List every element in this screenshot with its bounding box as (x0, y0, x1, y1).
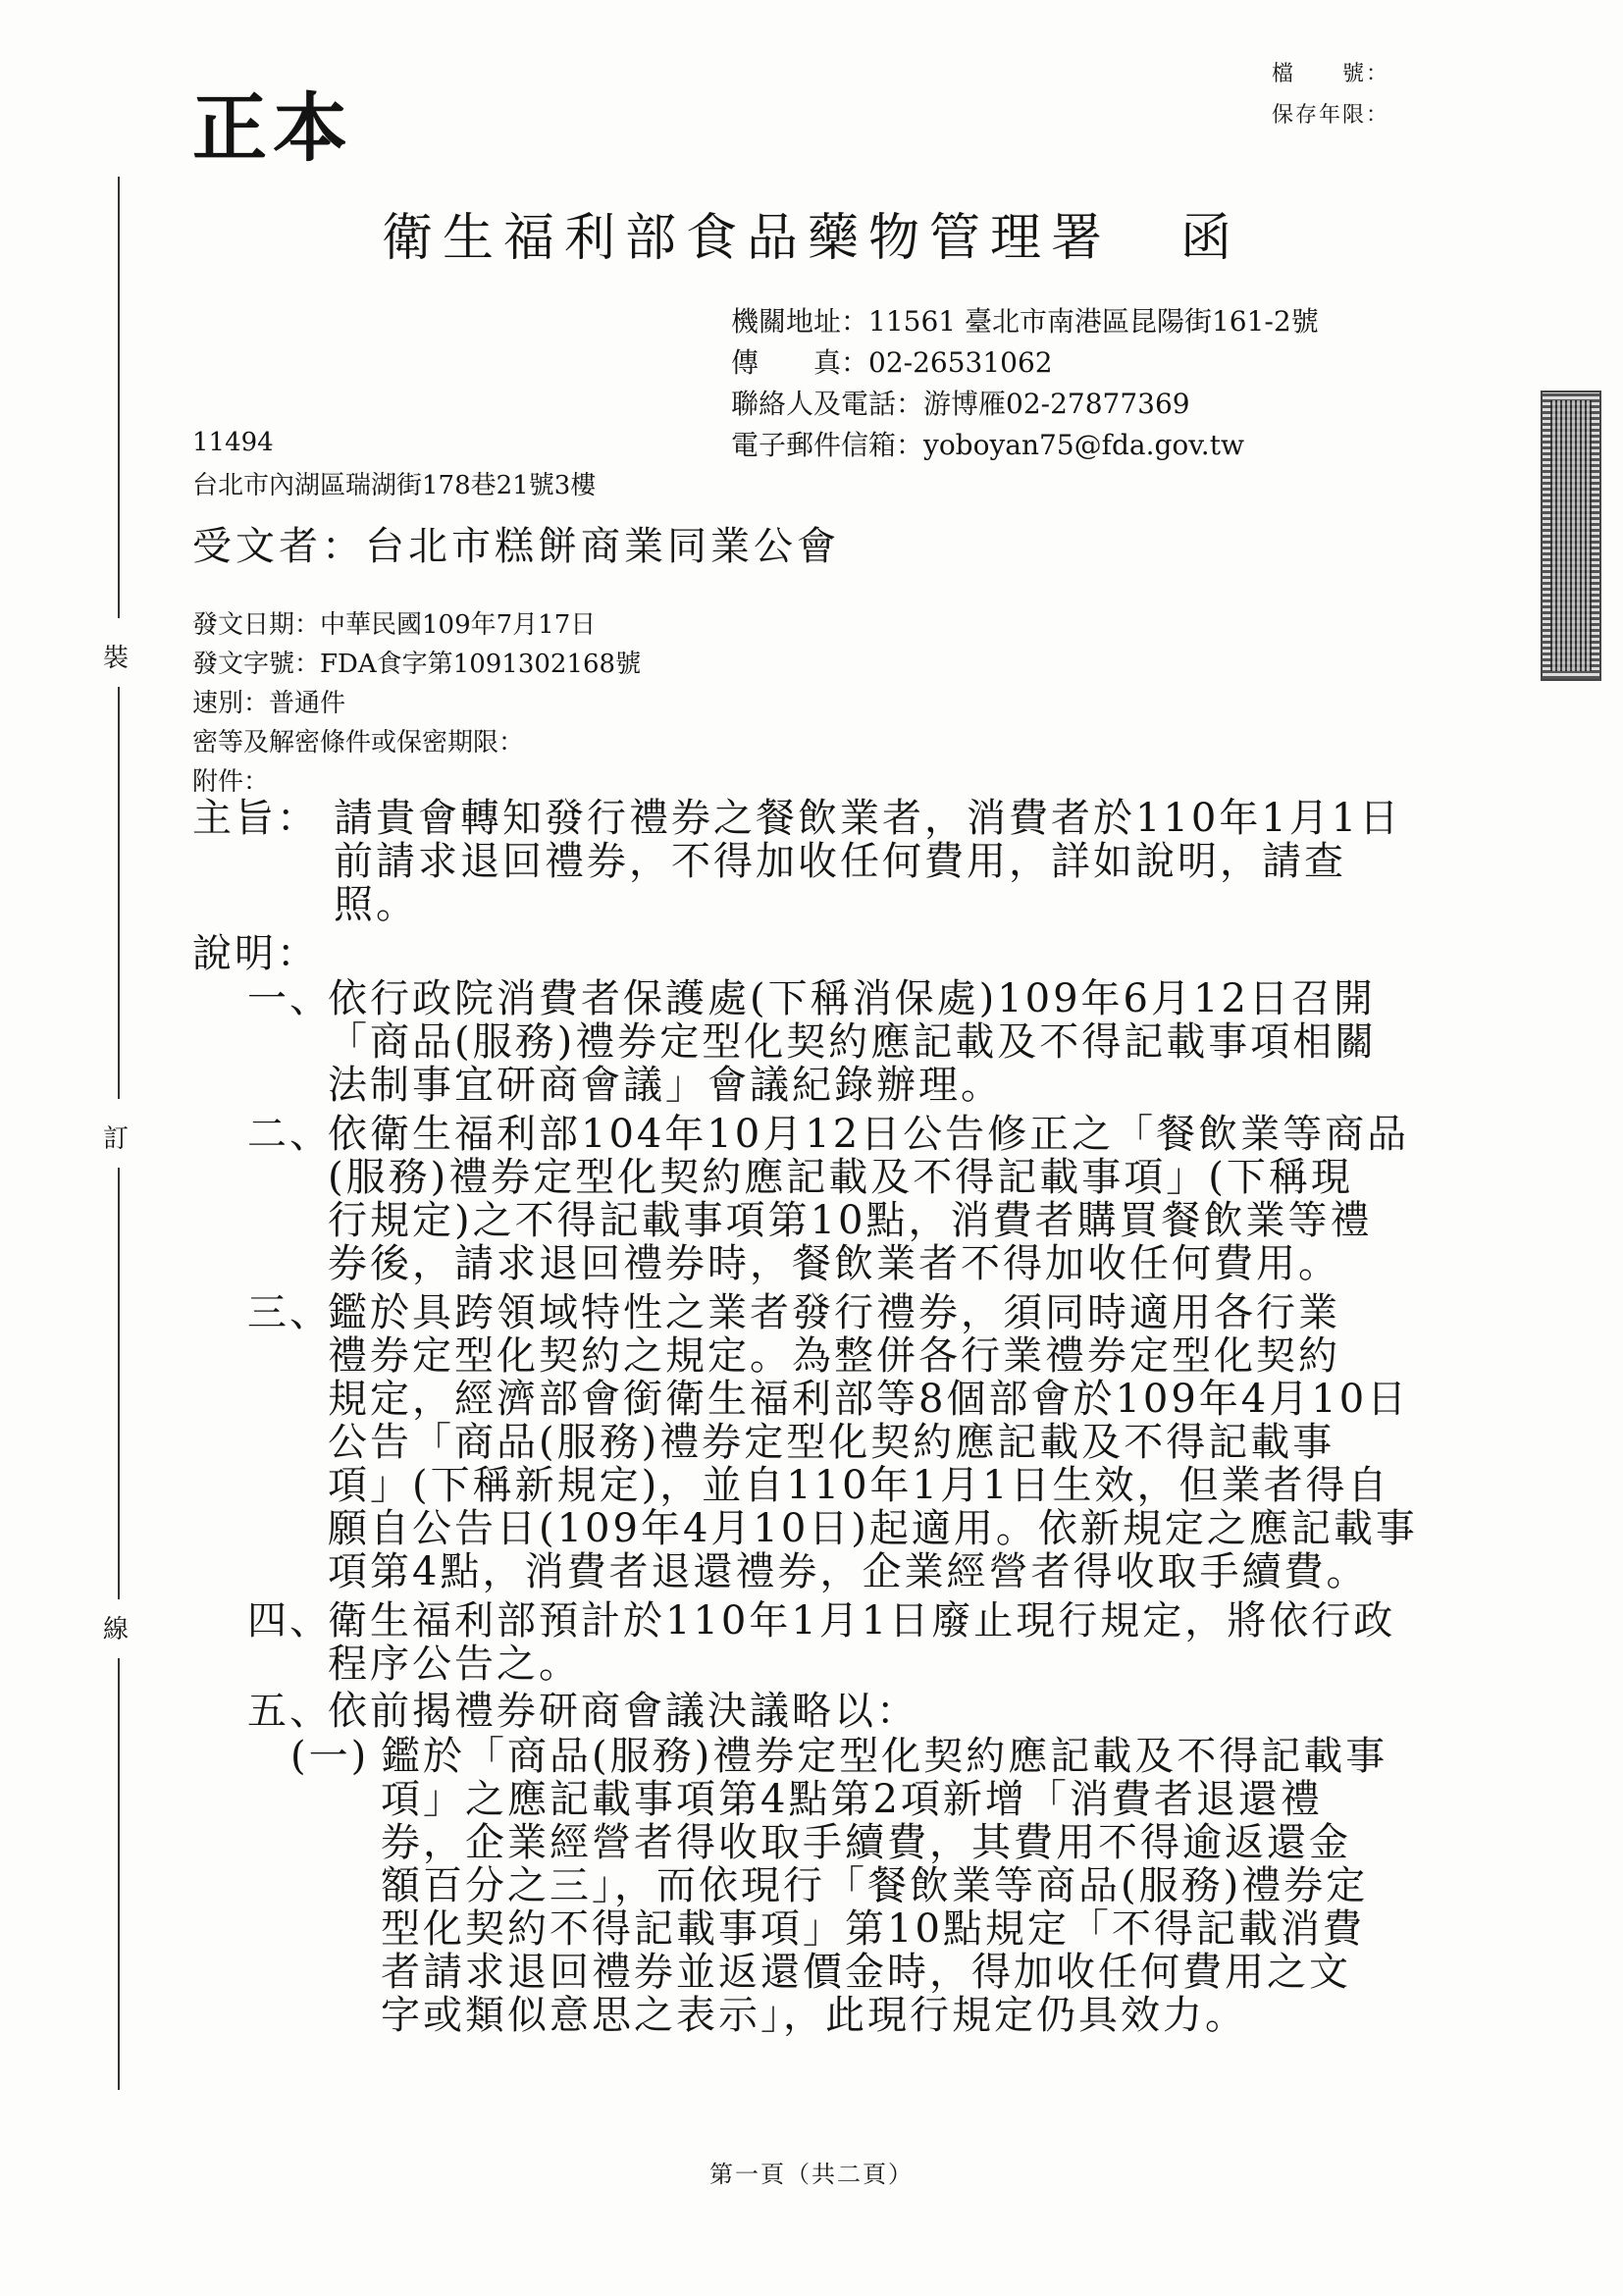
sub-item-line: 額百分之三」，而依現行「餐飲業等商品(服務)禮券定 (381, 1863, 1369, 1908)
explanation-item-line: 行規定)之不得記載事項第10點，消費者購買餐飲業等禮 (328, 1198, 1373, 1243)
explanation-item-marker: 二、 (247, 1112, 332, 1157)
sender-contact: 聯絡人及電話：游博雁02-27877369 (731, 388, 1190, 420)
explanation-item-marker: 四、 (247, 1598, 332, 1644)
sub-item-marker: (一) (290, 1734, 370, 1779)
explanation-item-line: 券後，請求退回禮券時，餐飲業者不得加收任何費用。 (328, 1241, 1340, 1286)
secrecy-level: 密等及解密條件或保密期限： (192, 728, 525, 757)
explanation-item-line: 法制事宜研商會議」會議紀錄辦理。 (328, 1063, 1003, 1108)
sub-item-line: 項」之應記載事項第4點第2項新增「消費者退還禮 (381, 1777, 1323, 1822)
sub-item-line: 鑑於「商品(服務)禮券定型化契約應記載及不得記載事 (381, 1734, 1388, 1779)
explanation-item-line: 願自公告日(109年4月10日)起適用。依新規定之應記載事 (328, 1506, 1418, 1551)
explanation-item-line: 依衛生福利部104年10月12日公告修正之「餐飲業等商品 (328, 1112, 1410, 1157)
recipient: 受文者：台北市糕餅商業同業公會 (192, 524, 840, 569)
document-number: 發文字號：FDA食字第1091302168號 (192, 650, 642, 679)
binding-line-bottom (118, 1658, 120, 2090)
received-stamp (1541, 391, 1601, 681)
sender-address: 機關地址：11561 臺北市南港區昆陽街161-2號 (731, 305, 1319, 338)
retention-period-label: 保存年限： (1271, 103, 1389, 128)
sub-item-line: 型化契約不得記載事項」第10點規定「不得記載消費 (381, 1906, 1365, 1952)
explanation-item-line: 依前揭禮券研商會議決議略以： (328, 1689, 918, 1734)
subject-line: 前請求退回禮券，不得加收任何費用，詳如說明，請查 (334, 839, 1346, 884)
explanation-item-line: 項」(下稱新規定)，並自110年1月1日生效，但業者得自 (328, 1463, 1390, 1508)
explanation-item-marker: 一、 (247, 976, 332, 1021)
explanation-item-line: (服務)禮券定型化契約應記載及不得記載事項」(下稱現 (328, 1155, 1353, 1200)
sender-fax: 傳 真：02-26531062 (731, 346, 1053, 379)
sub-item-line: 者請求退回禮券並返還價金時，得加收任何費用之文 (381, 1950, 1351, 1995)
issue-date: 發文日期：中華民國109年7月17日 (192, 610, 597, 640)
attachment: 附件： (192, 767, 270, 797)
document-type: 函 (1180, 209, 1242, 268)
binding-mark-xian: 線 (103, 1615, 130, 1644)
recipient-postal-code: 11494 (192, 428, 274, 457)
explanation-item-line: 「商品(服務)禮券定型化契約應記載及不得記載事項相關 (328, 1019, 1378, 1065)
recipient-street-address: 台北市內湖區瑞湖街178巷21號3樓 (192, 471, 597, 500)
agency-name: 衛生福利部食品藥物管理署 (381, 209, 1112, 268)
explanation-item-line: 鑑於具跨領域特性之業者發行禮券，須同時適用各行業 (328, 1290, 1340, 1335)
subject-label: 主旨： (192, 796, 319, 841)
explanation-item-line: 依行政院消費者保護處(下稱消保處)109年6月12日召開 (328, 976, 1376, 1021)
original-copy-mark: 正本 (192, 84, 353, 172)
subject-line: 照。 (334, 882, 418, 927)
sub-item-line: 券，企業經營者得收取手續費，其費用不得逾返還金 (381, 1820, 1351, 1865)
explanation-item-marker: 五、 (247, 1689, 332, 1734)
explanation-item-line: 程序公告之。 (328, 1642, 581, 1687)
binding-mark-ding: 訂 (103, 1124, 130, 1154)
explanation-item-marker: 三、 (247, 1290, 332, 1335)
file-number-label: 檔 號： (1271, 62, 1389, 86)
explanation-item-line: 公告「商品(服務)禮券定型化契約應記載及不得記載事 (328, 1420, 1335, 1465)
binding-line-mid (118, 687, 120, 1099)
delivery-speed: 速別：普通件 (192, 689, 346, 718)
explanation-item-line: 規定，經濟部會銜衛生福利部等8個部會於109年4月10日 (328, 1377, 1410, 1422)
page-number: 第一頁（共二頁） (709, 2161, 914, 2188)
sender-email: 電子郵件信箱：yoboyan75@fda.gov.tw (731, 429, 1244, 461)
subject-line: 請貴會轉知發行禮券之餐飲業者，消費者於110年1月1日 (334, 796, 1402, 841)
explanation-label: 說明： (192, 931, 319, 976)
document-title (0, 196, 1623, 270)
binding-mark-zhuang: 裝 (103, 644, 130, 673)
sub-item-line: 字或類似意思之表示」，此現行規定仍具效力。 (381, 1993, 1247, 2038)
explanation-item-line: 禮券定型化契約之規定。為整併各行業禮券定型化契約 (328, 1333, 1340, 1379)
explanation-item-line: 衛生福利部預計於110年1月1日廢止現行規定，將依行政 (328, 1598, 1396, 1644)
binding-line-lower (118, 1168, 120, 1599)
explanation-item-line: 項第4點，消費者退還禮券，企業經營者得收取手續費。 (328, 1549, 1369, 1594)
